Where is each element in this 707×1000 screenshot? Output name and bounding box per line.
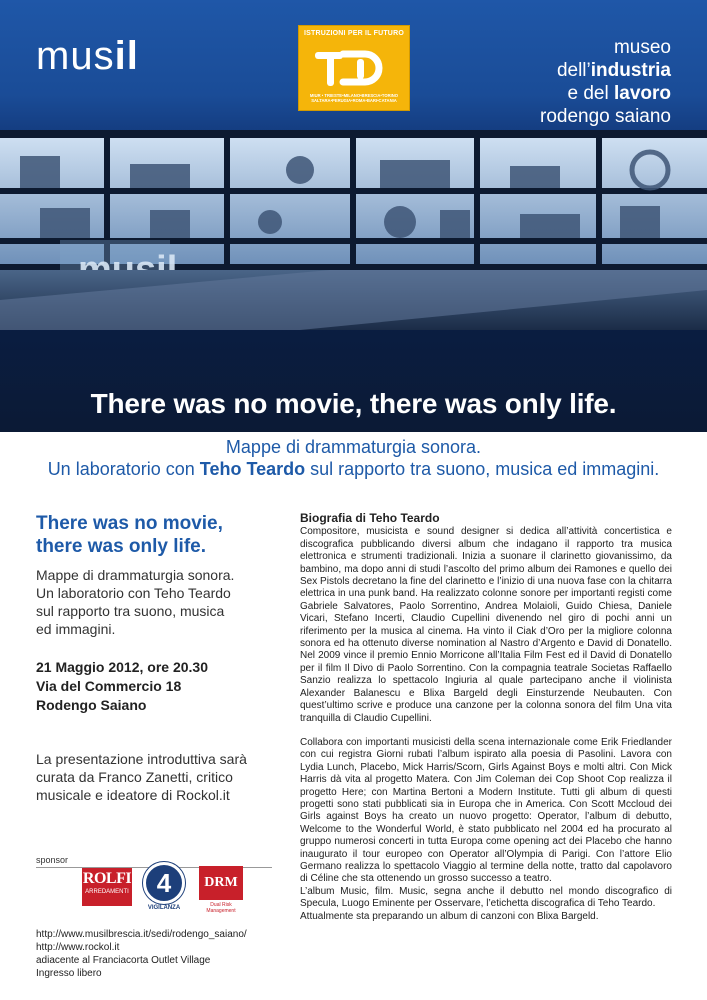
museum-building-photo: [0, 130, 707, 330]
bio-heading: Biografia di Teho Teardo: [300, 511, 440, 525]
bio-paragraph-2: Collabora con importanti musicisti della scena internazionale come Erik Friedlander con cui registra Giorni rubati l’album ispirato alla poesia di Pasolini. Lavora con Lydia Lunch, Placebo, Mick Harris/Scorn, Girls Against Boys e molti altri. Con Mick Harris dà vita al progetto Matera. Con Jim Coleman dei Cop Shoot Cop realizza il progetto Here; con Martina Bertoni a Modern Institute. Tutti gli album di questi progetti sono stati pubblicati sia in Europa che in America. Con Scott Mccloud dei Girls against Boys ha creato un nuovo progetto: Operator, l’album di debutto, Welcome to the Wonderful World, è stato pubblicato nel 2004 ed ha procurato al gruppo numerosi concerti in tutta Europa come opening act dei Placebo che hanno inaugurato il tour europeo con Operator all’Olympia di Parigi. Con l’attore Elio Germano realizza lo spettacolo Viaggio al termine della notte, tratto dal capolavoro di Céline che sta ottenendo un grosso successo a teatro.: [300, 736, 672, 885]
subtitle: [0, 436, 707, 480]
location-note: adiacente al Franciacorta Outlet Village: [36, 955, 211, 966]
link-rockol[interactable]: http://www.rockol.it: [36, 942, 120, 953]
event-info-column: [36, 512, 276, 804]
musil-logo: [36, 34, 139, 79]
museum-name: [540, 36, 671, 128]
logo-part-b: il: [114, 34, 139, 78]
badge-title: ISTRUZIONI PER IL FUTURO: [304, 30, 404, 37]
sponsor-label: sponsor: [36, 855, 69, 865]
event-description: Mappe di drammaturgia sonora. Un laboratorio con Teho Teardo sul rapporto tra suono, musica ed immagini.: [36, 567, 235, 637]
entry-note: Ingresso libero: [36, 968, 102, 979]
subtitle-line-2: Un laboratorio con Teho Teardo sul rapporto tra suono, musica ed immagini.: [47, 459, 660, 479]
bio-paragraph-4: Attualmente sta preparando un album di canzoni con Blixa Bargeld.: [300, 910, 599, 922]
bio-paragraph-1: Compositore, musicista e sound designer si dedica all’attività concertistica e discografica pubblicando diversi album che indagano il rapporto tra musica elettronica e strumenti tradizionali. Inizia a suonare il clarinetto giovanissimo, da bambino, ma dopo anni di studi l’ascolto del primo album dei Ramones e quello dei Sex Pistols decretano la fine del clarinetto e l’inizio di una nuova fase con la chitarra elettrica in una punk band. Ha realizzato colonne sonore per importanti registi come Gabriele Salvatores, Paolo Sorrentino, Andrea Molaioli, Guido Chiesa, Daniele Vicari, Stefano Incerti, Claudio Cupellini divenendo nel giro di pochi anni un riferimento per la musica al cinema. Ha vinto il Ciak d’Oro per la migliore colonna sonora ed ha ottenuto diverse nomination al Nastro d’Argento e David di Donatello. Nel 2009 vince il premio Ennio Morricone all’Italia Film Fest ed il David di Donatello per il film Il Divo di Paolo Sorrentino. Con la compagnia teatrale Societas Raffaello Sanzio realizza lo spettacolo Ingiuria al quale partecipano anche il violinista Alexander Balanescu e Blixa Bargeld degli Einsturzende Neubauten. Con quest’ultimo scrive e produce una canzone per la colonna sonora del film Una vita tranquilla di Claudio Cupellini.: [300, 526, 672, 724]
info-links: [36, 928, 247, 980]
event-date: 21 Maggio 2012, ore 20.30: [36, 659, 208, 675]
hero-banner: [0, 0, 707, 432]
headline: There was no movie, there was only life.: [90, 388, 617, 419]
event-address: Via del Commercio 18: [36, 678, 182, 694]
museo-line-3: e del lavoro: [567, 83, 671, 104]
museo-line-1: museo: [613, 37, 671, 58]
biography-column: [300, 512, 672, 923]
event-city: Rodengo Saiano: [36, 697, 147, 713]
bio-paragraph-3: L’album Music, film. Music, segna anche il debutto nel mondo discografico di Specula, Luogo Eminente per Osservare, l’etichetta discografica di Teho Teardo.: [300, 885, 672, 910]
drm-logo: DRM Dual Risk Management: [196, 866, 246, 912]
vigilanza-logo: 4 VIGILANZA: [142, 862, 186, 914]
presentation-note: La presentazione introduttiva sarà curata da Franco Zanetti, critico musicale e ideatore di Rockol.it: [36, 751, 247, 803]
link-musil[interactable]: http://www.musilbrescia.it/sedi/rodengo_saiano/: [36, 929, 247, 940]
museo-line-4: rodengo saiano: [540, 106, 671, 127]
event-title: There was no movie, there was only life.: [36, 513, 223, 557]
rolfi-logo: ROLFI ARREDAMENTI: [82, 868, 132, 906]
tb-mark-icon: [313, 44, 397, 90]
istruzioni-badge: [298, 25, 410, 111]
event-when-where: [36, 658, 276, 715]
museo-line-2: dell’industria: [556, 60, 671, 81]
badge-cities: MIUR • TRIESTE•MILANO•BRESCIA•TORINO SALTARA•PERUGIA•ROMA•BARI•CATANIA: [309, 93, 399, 103]
logo-part-a: mus: [36, 34, 115, 78]
subtitle-line-1: Mappe di drammaturgia sonora.: [225, 437, 482, 457]
